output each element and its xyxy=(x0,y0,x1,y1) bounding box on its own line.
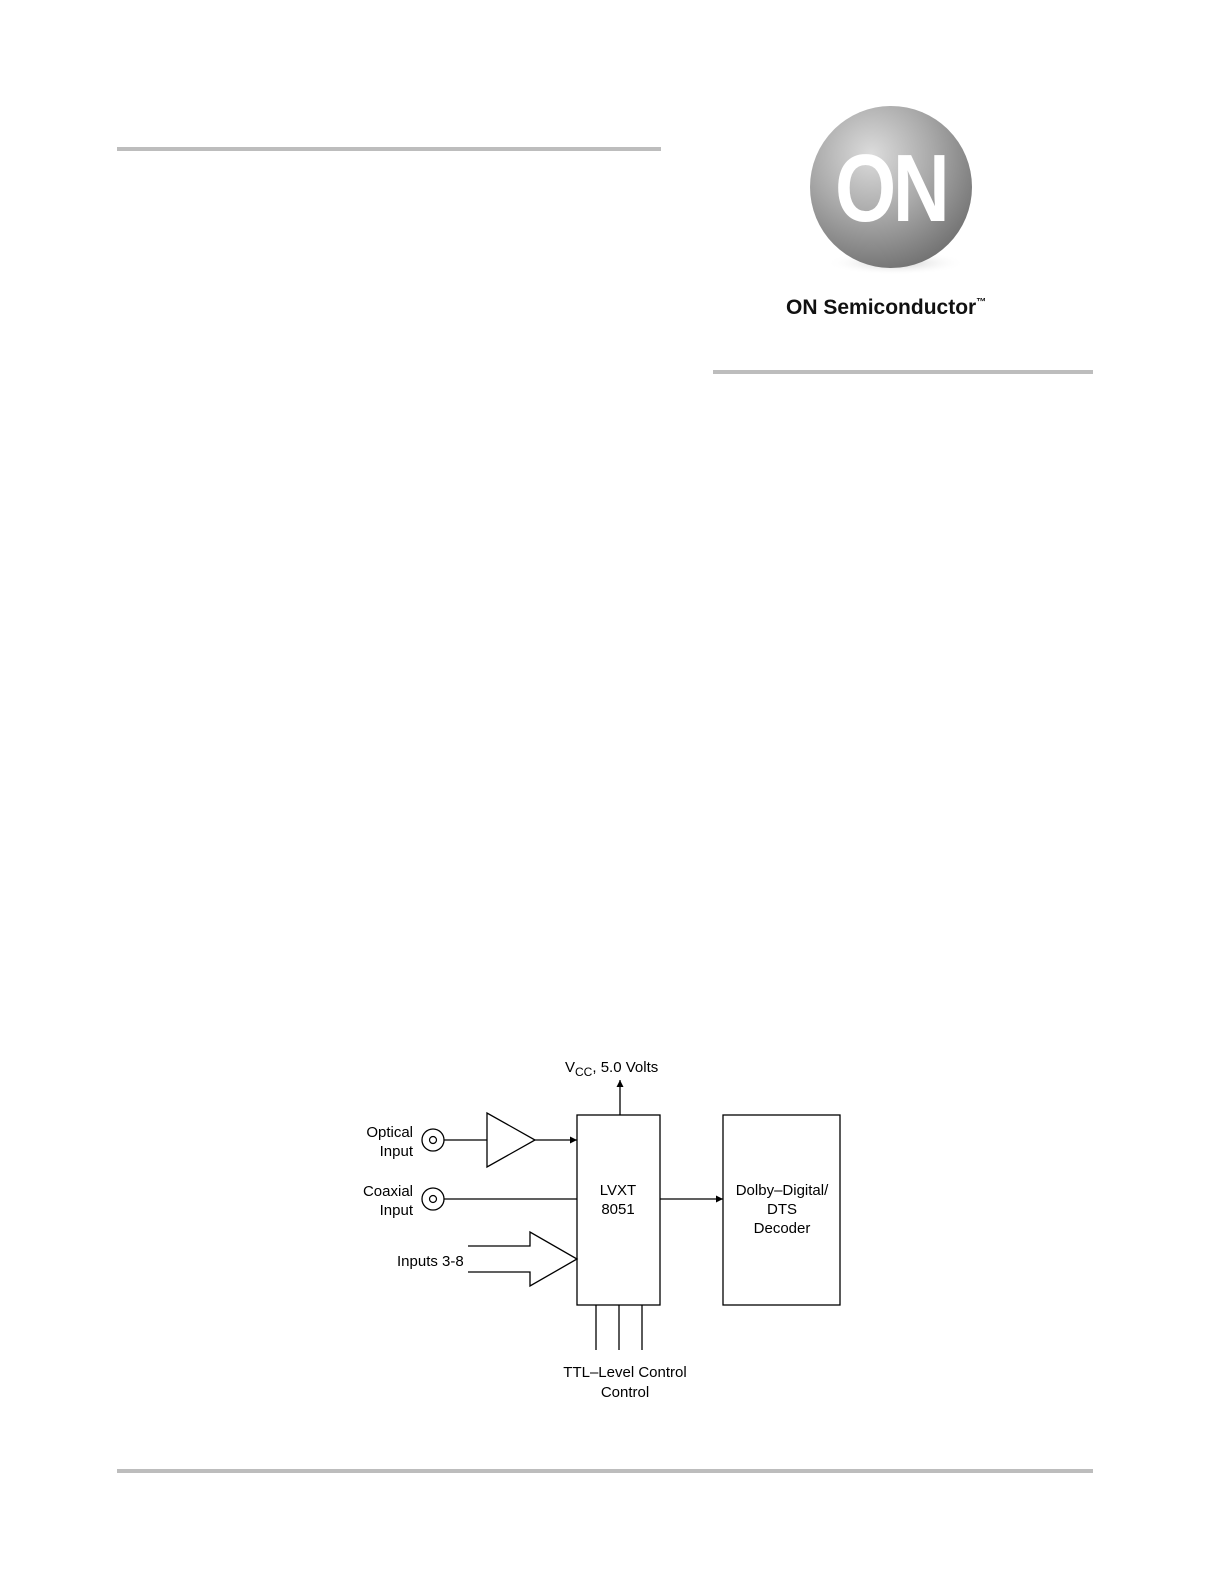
vcc-label: $V_{CC}$, 5.0 Volts xyxy=(565,1059,659,1079)
optical-label-line2: Input xyxy=(379,1143,413,1160)
optical-label-line1: Optical xyxy=(366,1124,413,1141)
ttl-label-line2: Control xyxy=(600,1384,650,1401)
header-rule-left xyxy=(117,147,661,151)
inputs-3-8-label: Inputs 3-8 xyxy=(397,1253,464,1270)
ttl-label-line1: TTL–Level Control xyxy=(563,1364,687,1381)
optical-amplifier-icon xyxy=(487,1113,535,1167)
decoder-label-line1: Dolby–Digital/ xyxy=(735,1182,829,1199)
chip-label-line1: LVXT xyxy=(599,1182,637,1199)
logo-mark: ON xyxy=(834,134,947,242)
chip-label-line2: 8051 xyxy=(601,1201,635,1218)
coaxial-connector-icon xyxy=(422,1188,444,1210)
decoder-label-line3: Decoder xyxy=(753,1220,811,1237)
optical-connector-icon xyxy=(422,1129,444,1151)
coaxial-label-line1: Coaxial xyxy=(362,1183,413,1200)
coaxial-label-line2: Input xyxy=(379,1202,413,1219)
logo-wordmark: ON Semiconductor™ xyxy=(786,296,987,319)
header-rule-right xyxy=(713,370,1093,374)
on-semiconductor-logo xyxy=(780,103,1030,328)
decoder-label-line2: DTS xyxy=(767,1201,797,1218)
block-diagram xyxy=(345,1050,875,1415)
footer-rule xyxy=(117,1469,1093,1473)
inputs-bus-arrow xyxy=(468,1232,577,1286)
